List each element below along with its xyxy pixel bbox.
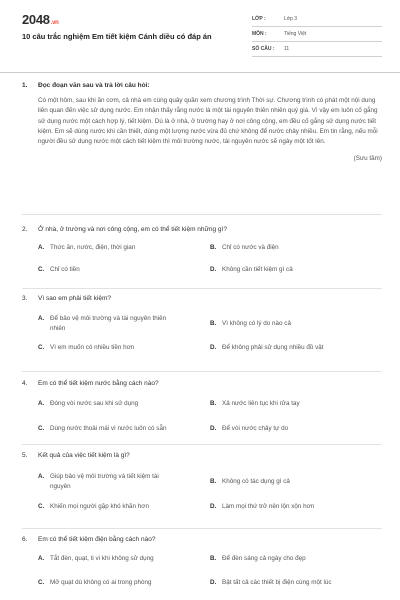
header-divider (0, 72, 400, 73)
divider (22, 214, 382, 215)
meta-row-subject (252, 27, 382, 42)
passage-source: (Sưu tầm) (353, 155, 382, 163)
option-letter: A. (38, 555, 45, 562)
divider (22, 528, 382, 529)
question-number: 2. (22, 226, 28, 233)
option-d[interactable] (210, 578, 382, 588)
option-text: Vì không có lý do nào cả (222, 320, 291, 327)
meta-row-count (252, 42, 382, 57)
option-c[interactable] (38, 578, 210, 588)
question-text: Em có thể tiết kiệm điện bằng cách nào? (38, 536, 156, 543)
meta-value: 11 (284, 46, 290, 52)
option-c[interactable] (38, 343, 210, 353)
meta-value: Lớp 3 (284, 16, 298, 22)
option-text: Dùng nước thoải mái vì nước luôn có sẵn (50, 425, 167, 432)
option-b[interactable] (210, 477, 382, 487)
option-text: Đóng vòi nước sau khi sử dụng (50, 400, 139, 407)
option-d[interactable] (210, 424, 382, 434)
option-d[interactable] (210, 265, 382, 275)
option-b[interactable] (210, 399, 382, 424)
option-letter: D. (210, 503, 217, 510)
option-a[interactable] (38, 314, 210, 334)
option-letter: C. (38, 266, 45, 273)
logo-text: 2048 (22, 12, 50, 27)
option-letter: D. (210, 266, 217, 273)
option-letter: B. (210, 244, 217, 251)
question-text: Ở nhà, ở trường và nơi công cộng, em có thể tiết kiệm những gì? (38, 226, 227, 233)
option-a[interactable] (38, 243, 210, 265)
logo[interactable] (22, 12, 59, 27)
question-text: Em có thể tiết kiệm nước bằng cách nào? (38, 380, 159, 387)
option-a[interactable] (38, 472, 210, 492)
option-letter: C. (38, 579, 45, 586)
question-5 (22, 452, 382, 512)
question-number: 4. (22, 380, 28, 387)
meta-key: MÔN : (252, 31, 267, 37)
option-text: Làm mọi thứ trở nên lộn xộn hơn (222, 503, 315, 510)
divider (22, 444, 382, 445)
meta-key: LỚP : (252, 16, 266, 22)
option-text: Để đèn sáng cả ngày cho đẹp (222, 555, 306, 562)
option-letter: C. (38, 503, 45, 510)
option-text: Giúp bảo vệ môi trường và tiết kiệm tài nguyên (50, 473, 159, 490)
option-letter: C. (38, 344, 45, 351)
option-c[interactable] (38, 424, 210, 434)
option-d[interactable] (210, 502, 382, 512)
option-letter: A. (38, 244, 45, 251)
option-letter: D. (210, 425, 217, 432)
document-title: 10 câu trắc nghiệm Em tiết kiệm Cánh diều có đáp án (22, 32, 212, 41)
divider (22, 288, 382, 289)
option-a[interactable] (38, 554, 210, 578)
option-letter: D. (210, 344, 217, 351)
option-text: Chỉ có tiền (50, 266, 80, 273)
logo-tld: .vn (50, 20, 59, 26)
option-letter: A. (38, 400, 45, 407)
option-text: Thức ăn, nước, điện, thời gian (50, 244, 136, 251)
option-text: Xả nước liên tục khi rửa tay (222, 400, 300, 407)
option-b[interactable] (210, 243, 382, 265)
question-6 (22, 536, 382, 588)
option-text: Không cần tiết kiệm gì cả (222, 266, 293, 273)
question-prompt: Đọc đoạn văn sau và trả lời câu hỏi: (38, 82, 150, 89)
question-number: 6. (22, 536, 28, 543)
option-a[interactable] (38, 399, 210, 424)
question-4 (22, 380, 382, 434)
question-number: 3. (22, 295, 28, 302)
option-text: Khiến mọi người gặp khó khăn hơn (50, 503, 149, 510)
option-letter: C. (38, 425, 45, 432)
question-text: Kết quả của việc tiết kiệm là gì? (38, 452, 130, 459)
meta-table (252, 12, 382, 57)
option-d[interactable] (210, 343, 382, 353)
option-text: Vì em muốn có nhiều tiền hơn (50, 344, 135, 351)
option-letter: B. (210, 555, 217, 562)
meta-value: Tiếng Việt (284, 31, 307, 37)
option-text: Không có tác dụng gì cả (222, 478, 290, 485)
option-letter: B. (210, 478, 217, 485)
option-b[interactable] (210, 319, 382, 329)
option-b[interactable] (210, 554, 382, 578)
option-c[interactable] (38, 265, 210, 275)
option-letter: B. (210, 400, 217, 407)
option-text: Để không phải sử dụng nhiều đồ vật (222, 344, 324, 351)
question-1 (22, 82, 382, 162)
option-text: Mở quạt dù không có ai trong phòng (50, 579, 152, 586)
option-c[interactable] (38, 502, 210, 512)
option-letter: D. (210, 579, 217, 586)
option-letter: A. (38, 315, 45, 322)
option-text: Chỉ có nước và điện (222, 244, 279, 251)
question-text: Vì sao em phải tiết kiệm? (38, 295, 111, 302)
option-letter: B. (210, 320, 217, 327)
meta-row-class (252, 12, 382, 27)
option-text: Bật tất cả các thiết bị điện cùng một lúc (222, 579, 332, 586)
option-letter: A. (38, 473, 45, 480)
option-text: Tắt đèn, quạt, ti vi khi không sử dụng (50, 555, 154, 562)
divider (22, 371, 382, 372)
question-2 (22, 226, 382, 275)
question-3 (22, 295, 382, 353)
option-text: Để bảo vệ môi trường và tài nguyên thiên nhiên (50, 315, 167, 332)
question-number: 5. (22, 452, 28, 459)
meta-key: SỐ CÂU : (252, 46, 275, 52)
option-text: Để vòi nước chảy tự do (222, 425, 289, 432)
question-number: 1. (22, 82, 28, 89)
reading-passage: Có một hôm, sau khi ăn cơm, cả nhà em cùng quây quần xem chương trình Thời sự. Chương trình có phát một nội dung liên quan đến việc sử dụng nước. Em nhận thấy rằng nước là một tài nguyên thiên nhiên quý giá. Vì vậy em luôn cố gắng sử dụng nước một cách hợp lý, tiết kiệm. Dù là ở nhà, ở trường hay ở nơi công cộng, em đều cố gắng sử dụng nước tiết kiệm. Em sẽ dùng nước khi cần thiết, dùng một lượng nước vừa đủ chứ không để nước chảy nhiều. Em tin rằng, nếu mỗi người đều sử dụng nước một cách tiết kiệm thì môi trường nước, tài nguyên nước sẽ ngày một tốt lên. (38, 97, 378, 146)
